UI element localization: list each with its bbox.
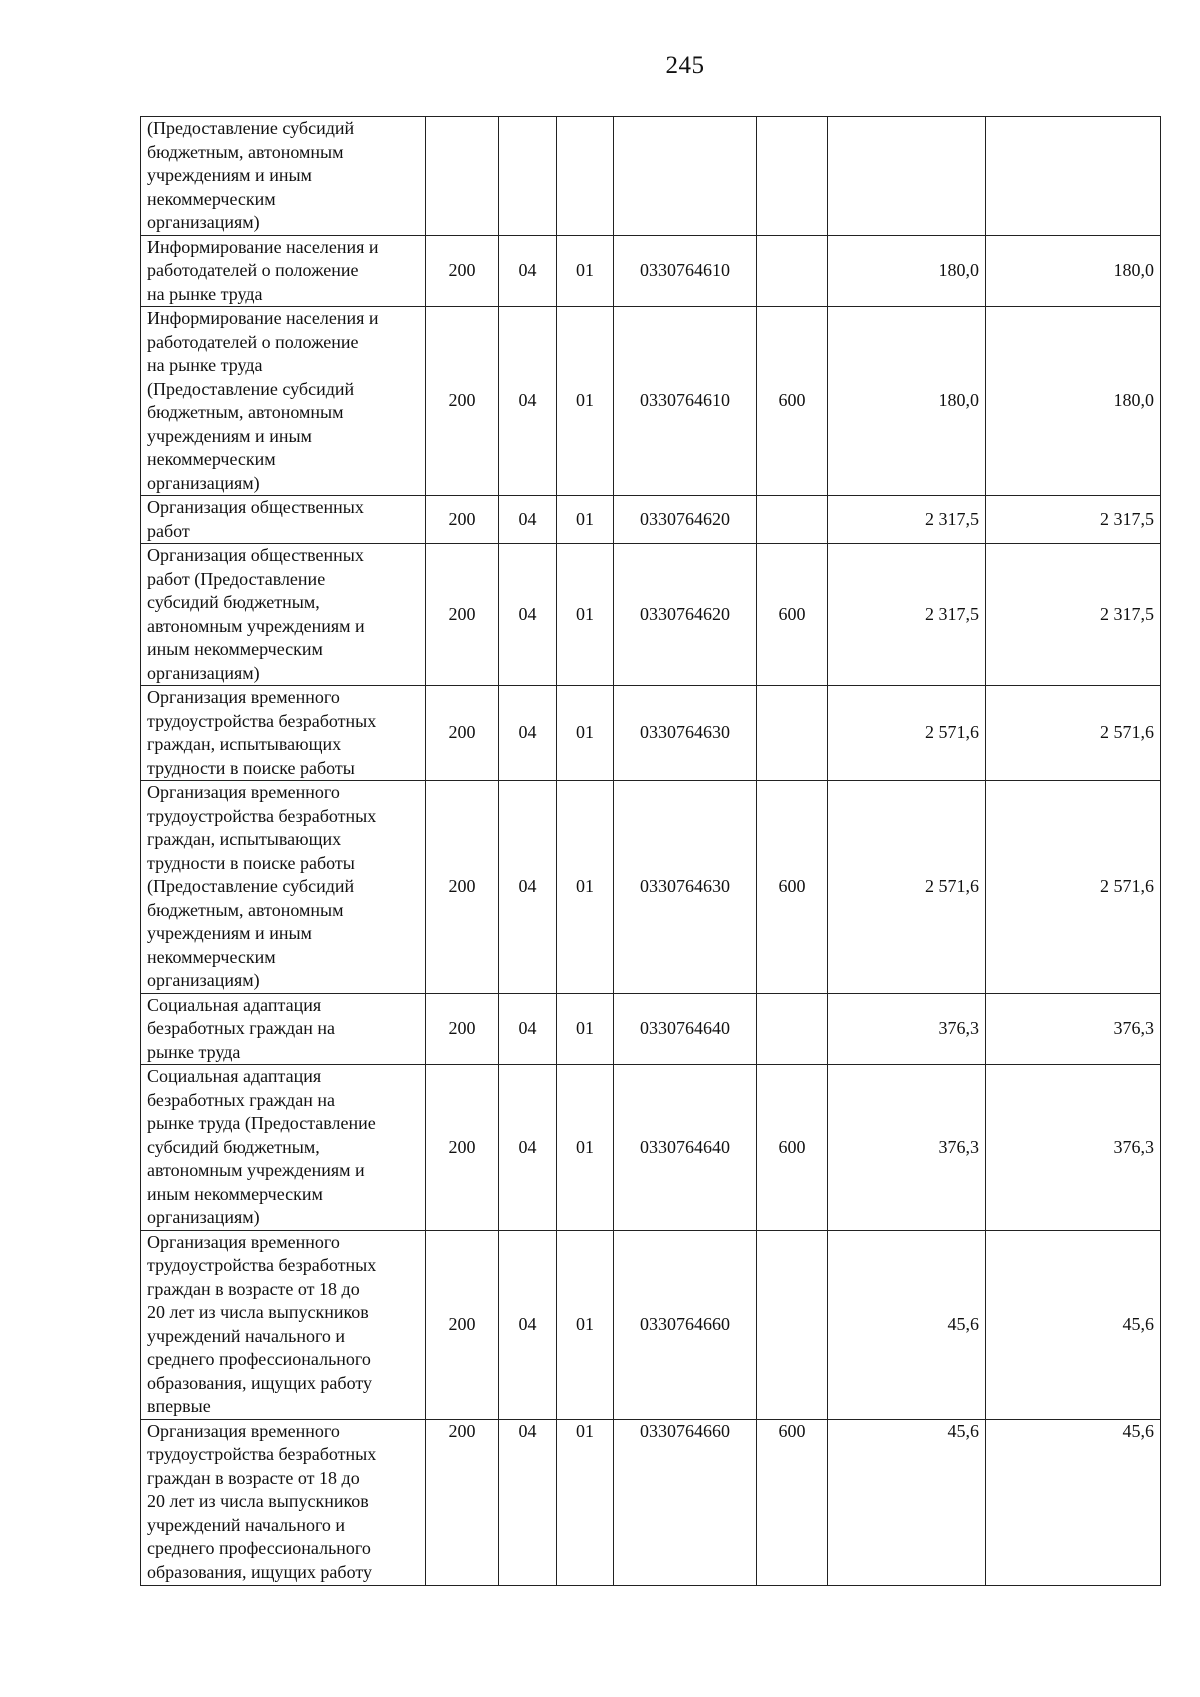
amount-year2-cell: 376,3 xyxy=(986,993,1161,1065)
row-name-cell: Организация временного трудоустройства безработных граждан, испытывающих трудности в поиске работы (Предоставление субсидий бюджетным, автономным учреждениям и иным некоммерческим организациям) xyxy=(141,781,426,994)
ministry-code-cell: 200 xyxy=(426,781,499,994)
target-article-cell: 0330764630 xyxy=(614,686,757,781)
table-row xyxy=(141,1230,1161,1419)
section-code-cell: 04 xyxy=(499,1419,557,1585)
target-article-cell: 0330764660 xyxy=(614,1230,757,1419)
expense-type-cell xyxy=(757,993,828,1065)
amount-year1-cell: 2 571,6 xyxy=(828,686,986,781)
row-name-cell: Организация временного трудоустройства безработных граждан, испытывающих трудности в поиске работы xyxy=(141,686,426,781)
row-name-cell: Организация общественных работ xyxy=(141,496,426,544)
amount-year1-cell: 45,6 xyxy=(828,1230,986,1419)
amount-year2-cell: 376,3 xyxy=(986,1065,1161,1231)
row-name-cell: Информирование населения и работодателей о положение на рынке труда (Предоставление субсидий бюджетным, автономным учреждениям и иным некоммерческим организациям) xyxy=(141,307,426,496)
row-name-cell: Организация общественных работ (Предоставление субсидий бюджетным, автономным учреждениям и иным некоммерческим организациям) xyxy=(141,544,426,686)
subsection-code-cell: 01 xyxy=(557,496,614,544)
amount-year2-cell: 180,0 xyxy=(986,235,1161,307)
target-article-cell: 0330764610 xyxy=(614,307,757,496)
amount-year1-cell: 45,6 xyxy=(828,1419,986,1585)
subsection-code-cell: 01 xyxy=(557,1230,614,1419)
table-row xyxy=(141,993,1161,1065)
section-code-cell: 04 xyxy=(499,307,557,496)
expense-type-cell: 600 xyxy=(757,1065,828,1231)
amount-year1-cell: 376,3 xyxy=(828,993,986,1065)
ministry-code-cell: 200 xyxy=(426,1065,499,1231)
amount-year1-cell: 376,3 xyxy=(828,1065,986,1231)
expense-type-cell xyxy=(757,117,828,236)
row-name-cell: Организация временного трудоустройства безработных граждан в возрасте от 18 до 20 лет из числа выпускников учреждений начального и среднего профессионального образования, ищущих работу xyxy=(141,1419,426,1585)
amount-year2-cell xyxy=(986,117,1161,236)
subsection-code-cell: 01 xyxy=(557,781,614,994)
budget-table xyxy=(140,116,1161,1586)
amount-year2-cell: 2 317,5 xyxy=(986,496,1161,544)
target-article-cell: 0330764620 xyxy=(614,544,757,686)
subsection-code-cell: 01 xyxy=(557,1065,614,1231)
expense-type-cell: 600 xyxy=(757,307,828,496)
table-row xyxy=(141,307,1161,496)
amount-year1-cell: 2 317,5 xyxy=(828,544,986,686)
amount-year1-cell: 180,0 xyxy=(828,235,986,307)
expense-type-cell xyxy=(757,235,828,307)
subsection-code-cell: 01 xyxy=(557,235,614,307)
target-article-cell: 0330764660 xyxy=(614,1419,757,1585)
section-code-cell: 04 xyxy=(499,781,557,994)
expense-type-cell: 600 xyxy=(757,781,828,994)
table-row xyxy=(141,235,1161,307)
row-name-cell: Социальная адаптация безработных граждан на рынке труда (Предоставление субсидий бюджетным, автономным учреждениям и иным некоммерческим организациям) xyxy=(141,1065,426,1231)
ministry-code-cell: 200 xyxy=(426,1230,499,1419)
table-row xyxy=(141,544,1161,686)
section-code-cell: 04 xyxy=(499,993,557,1065)
table-row xyxy=(141,686,1161,781)
section-code-cell: 04 xyxy=(499,1230,557,1419)
amount-year2-cell: 45,6 xyxy=(986,1230,1161,1419)
amount-year1-cell: 2 571,6 xyxy=(828,781,986,994)
ministry-code-cell: 200 xyxy=(426,496,499,544)
row-name-cell: Социальная адаптация безработных граждан на рынке труда xyxy=(141,993,426,1065)
ministry-code-cell xyxy=(426,117,499,236)
ministry-code-cell: 200 xyxy=(426,1419,499,1585)
ministry-code-cell: 200 xyxy=(426,993,499,1065)
section-code-cell: 04 xyxy=(499,1065,557,1231)
subsection-code-cell: 01 xyxy=(557,307,614,496)
amount-year2-cell: 45,6 xyxy=(986,1419,1161,1585)
table-body xyxy=(141,117,1161,1586)
amount-year1-cell: 180,0 xyxy=(828,307,986,496)
amount-year2-cell: 180,0 xyxy=(986,307,1161,496)
ministry-code-cell: 200 xyxy=(426,544,499,686)
target-article-cell: 0330764620 xyxy=(614,496,757,544)
table-row xyxy=(141,117,1161,236)
section-code-cell: 04 xyxy=(499,496,557,544)
row-name-cell: Информирование населения и работодателей о положение на рынке труда xyxy=(141,235,426,307)
table-row xyxy=(141,781,1161,994)
row-name-cell: Организация временного трудоустройства безработных граждан в возрасте от 18 до 20 лет из числа выпускников учреждений начального и среднего профессионального образования, ищущих работу впервые xyxy=(141,1230,426,1419)
table-row xyxy=(141,1065,1161,1231)
expense-type-cell xyxy=(757,1230,828,1419)
amount-year2-cell: 2 317,5 xyxy=(986,544,1161,686)
ministry-code-cell: 200 xyxy=(426,307,499,496)
section-code-cell xyxy=(499,117,557,236)
section-code-cell: 04 xyxy=(499,686,557,781)
row-name-cell: (Предоставление субсидий бюджетным, автономным учреждениям и иным некоммерческим организациям) xyxy=(141,117,426,236)
target-article-cell: 0330764640 xyxy=(614,1065,757,1231)
amount-year1-cell xyxy=(828,117,986,236)
table-row xyxy=(141,496,1161,544)
section-code-cell: 04 xyxy=(499,544,557,686)
section-code-cell: 04 xyxy=(499,235,557,307)
expense-type-cell: 600 xyxy=(757,544,828,686)
target-article-cell: 0330764640 xyxy=(614,993,757,1065)
table-row xyxy=(141,1419,1161,1585)
page-number: 245 xyxy=(665,52,705,79)
expense-type-cell xyxy=(757,496,828,544)
amount-year1-cell: 2 317,5 xyxy=(828,496,986,544)
expense-type-cell: 600 xyxy=(757,1419,828,1585)
ministry-code-cell: 200 xyxy=(426,235,499,307)
subsection-code-cell: 01 xyxy=(557,544,614,686)
amount-year2-cell: 2 571,6 xyxy=(986,781,1161,994)
expense-type-cell xyxy=(757,686,828,781)
subsection-code-cell: 01 xyxy=(557,686,614,781)
subsection-code-cell: 01 xyxy=(557,1419,614,1585)
subsection-code-cell: 01 xyxy=(557,993,614,1065)
target-article-cell: 0330764610 xyxy=(614,235,757,307)
subsection-code-cell xyxy=(557,117,614,236)
target-article-cell xyxy=(614,117,757,236)
ministry-code-cell: 200 xyxy=(426,686,499,781)
amount-year2-cell: 2 571,6 xyxy=(986,686,1161,781)
target-article-cell: 0330764630 xyxy=(614,781,757,994)
